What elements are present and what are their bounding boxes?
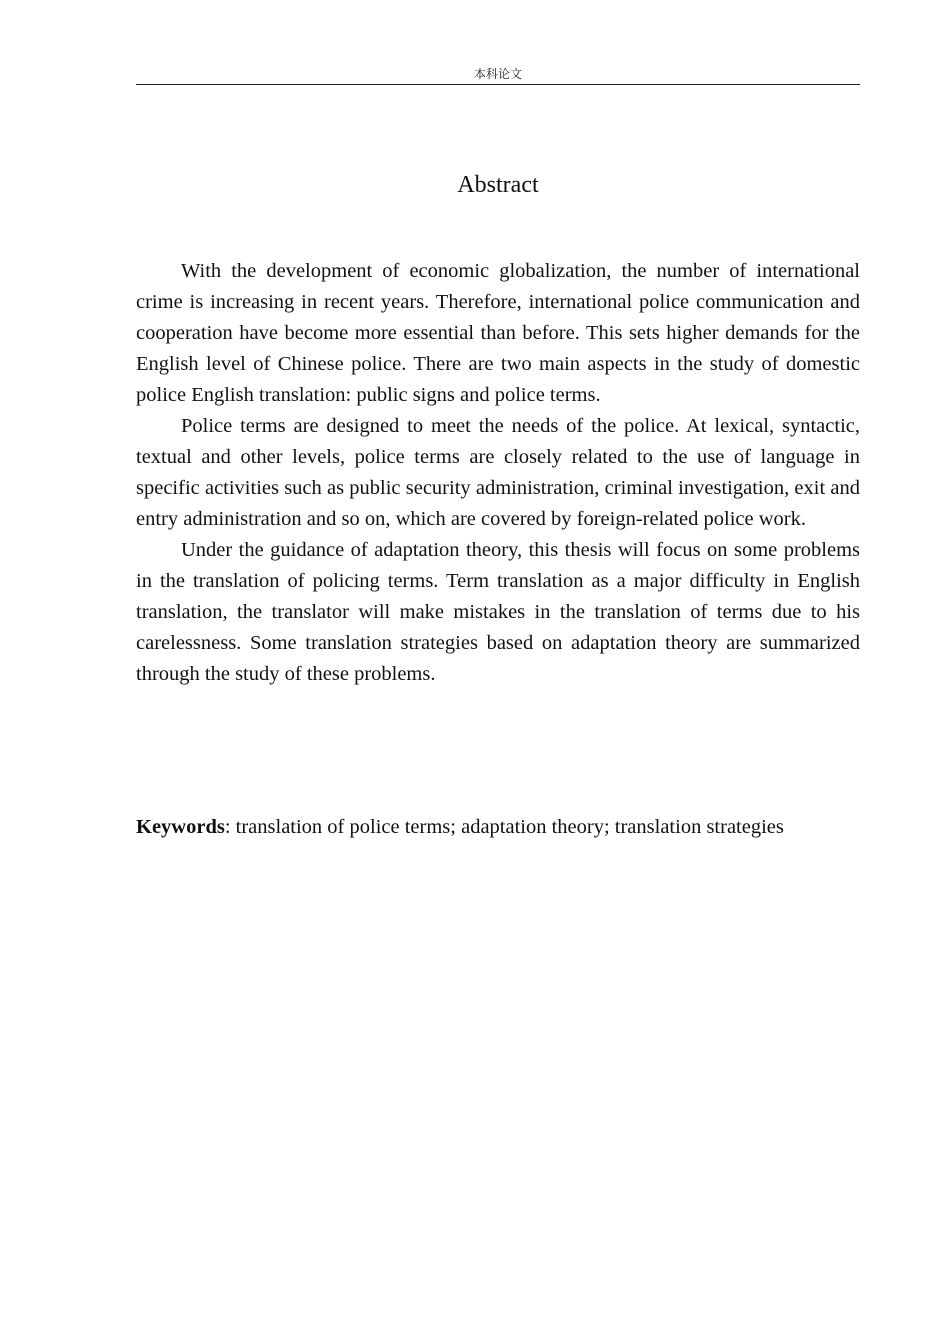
keywords-label: Keywords — [136, 816, 225, 838]
abstract-paragraph-1: With the development of economic globalization, the number of international crime is increasing in recent years. Therefore, international police communication and cooperation have become more essential than before. This sets higher demands for the English level of Chinese police. There are two main aspects in the study of domestic police English translation: public signs and police terms. — [136, 260, 860, 406]
abstract-body — [136, 256, 860, 690]
keywords-line — [136, 812, 860, 843]
keywords-text: : translation of police terms; adaptation theory; translation strategies — [224, 816, 784, 838]
abstract-paragraph-3: Under the guidance of adaptation theory, this thesis will focus on some problems in the translation of policing terms. Term translation as a major difficulty in English translation, the translator will make mistakes in the translation of terms due to his carelessness. Some translation strategies based on adaptation theory are summarized through the study of these problems. — [136, 539, 860, 685]
page-header: 本科论文 — [136, 66, 860, 85]
abstract-paragraph-2: Police terms are designed to meet the needs of the police. At lexical, syntactic, textual and other levels, police terms are closely related to the use of language in specific activities such as public security administration, criminal investigation, exit and entry administration and so on, which are covered by foreign-related police work. — [136, 415, 860, 530]
abstract-title: Abstract — [457, 172, 539, 198]
